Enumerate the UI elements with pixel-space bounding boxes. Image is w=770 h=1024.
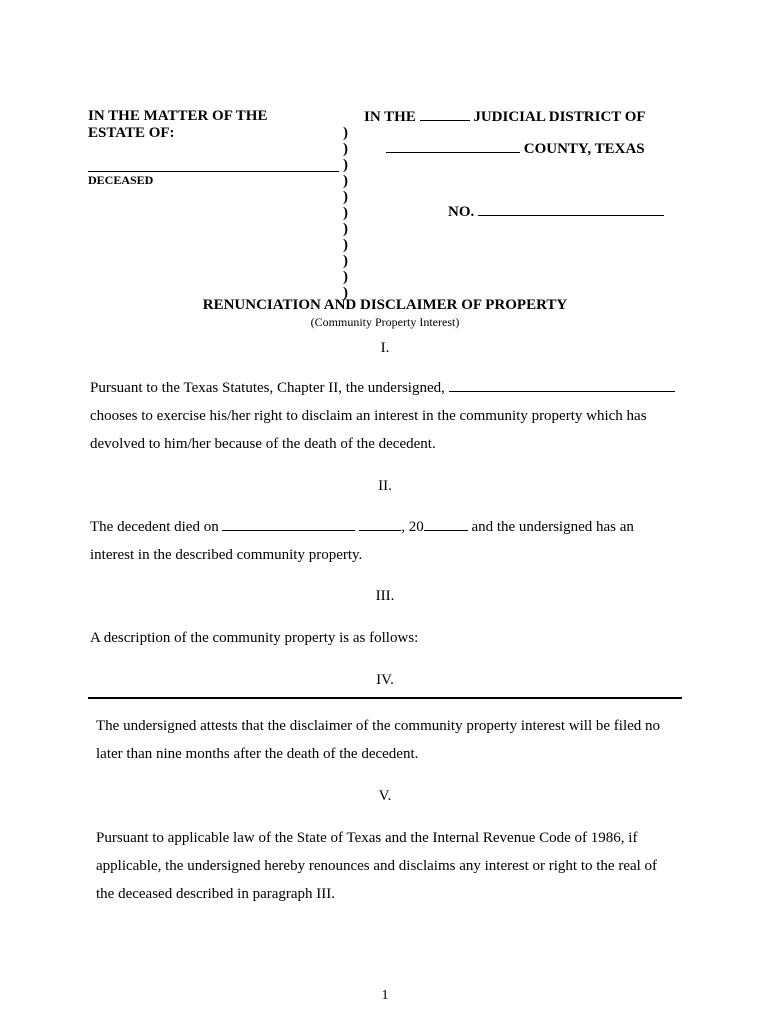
section-number-1: I. xyxy=(380,340,390,356)
case-number-label: NO. xyxy=(448,204,475,220)
case-number-blank[interactable] xyxy=(478,203,664,216)
section-5-line-1: Pursuant to applicable law of the State of Texas and the Internal Revenue Code of 1986, if xyxy=(96,830,638,846)
case-number-line xyxy=(448,203,664,221)
caption-paren: ) xyxy=(343,125,348,141)
court-prefix: IN THE xyxy=(364,109,416,125)
section-3-line-1: A description of the community property is as follows: xyxy=(90,630,419,646)
section-divider xyxy=(88,697,682,699)
section-5-line-3: the deceased described in paragraph III. xyxy=(96,886,336,902)
caption-paren: ) xyxy=(343,141,348,157)
caption-paren: ) xyxy=(343,269,348,285)
caption-paren: ) xyxy=(343,205,348,221)
section-1-text: Pursuant to the Texas Statutes, Chapter II, the undersigned, xyxy=(90,380,445,396)
district-number-blank[interactable] xyxy=(420,108,470,121)
county-line xyxy=(386,140,645,158)
section-2-text-b: , 20 xyxy=(401,519,424,535)
estate-name-blank[interactable] xyxy=(88,171,339,172)
section-number-4: IV. xyxy=(376,672,394,688)
section-number-3: III. xyxy=(375,588,395,604)
county-suffix: COUNTY, TEXAS xyxy=(523,141,645,157)
caption-paren: ) xyxy=(343,189,348,205)
section-4-line-2: later than nine months after the death of the decedent. xyxy=(96,746,419,762)
section-2-text-c: and the undersigned has an xyxy=(471,519,634,535)
matter-of-label: IN THE MATTER OF THE xyxy=(88,108,268,124)
deceased-label: DECEASED xyxy=(88,173,154,187)
section-5-line-2: applicable, the undersigned hereby renounces and disclaims any interest or right to the real of xyxy=(96,858,658,874)
caption-paren: ) xyxy=(343,173,348,189)
caption-paren: ) xyxy=(343,221,348,237)
estate-of-label: ESTATE OF: xyxy=(88,125,175,141)
county-name-blank[interactable] xyxy=(386,140,520,153)
section-2-line-2: interest in the described community property. xyxy=(90,547,363,563)
section-2-line-1 xyxy=(90,513,634,541)
caption-paren: ) xyxy=(343,285,348,301)
section-1-line-1 xyxy=(90,374,675,402)
death-day-blank[interactable] xyxy=(359,518,401,531)
death-month-day-blank[interactable] xyxy=(222,518,355,531)
section-number-2: II. xyxy=(378,478,392,494)
section-2-text-a: The decedent died on xyxy=(90,519,219,535)
caption-paren: ) xyxy=(343,237,348,253)
section-1-line-2: chooses to exercise his/her right to disclaim an interest in the community property which has xyxy=(90,408,647,424)
undersigned-name-blank[interactable] xyxy=(449,379,675,392)
court-line xyxy=(364,108,646,126)
court-suffix: JUDICIAL DISTRICT OF xyxy=(473,109,646,125)
caption-paren: ) xyxy=(343,157,348,173)
document-subtitle: (Community Property Interest) xyxy=(310,315,460,329)
section-4-line-1: The undersigned attests that the disclaimer of the community property interest will be filed no xyxy=(96,718,661,734)
death-year-blank[interactable] xyxy=(424,518,468,531)
section-1-line-3: devolved to him/her because of the death of the decedent. xyxy=(90,436,436,452)
page-number: 1 xyxy=(381,988,389,1003)
section-number-5: V. xyxy=(378,788,392,804)
document-title: RENUNCIATION AND DISCLAIMER OF PROPERTY xyxy=(202,297,568,313)
caption-paren: ) xyxy=(343,253,348,269)
